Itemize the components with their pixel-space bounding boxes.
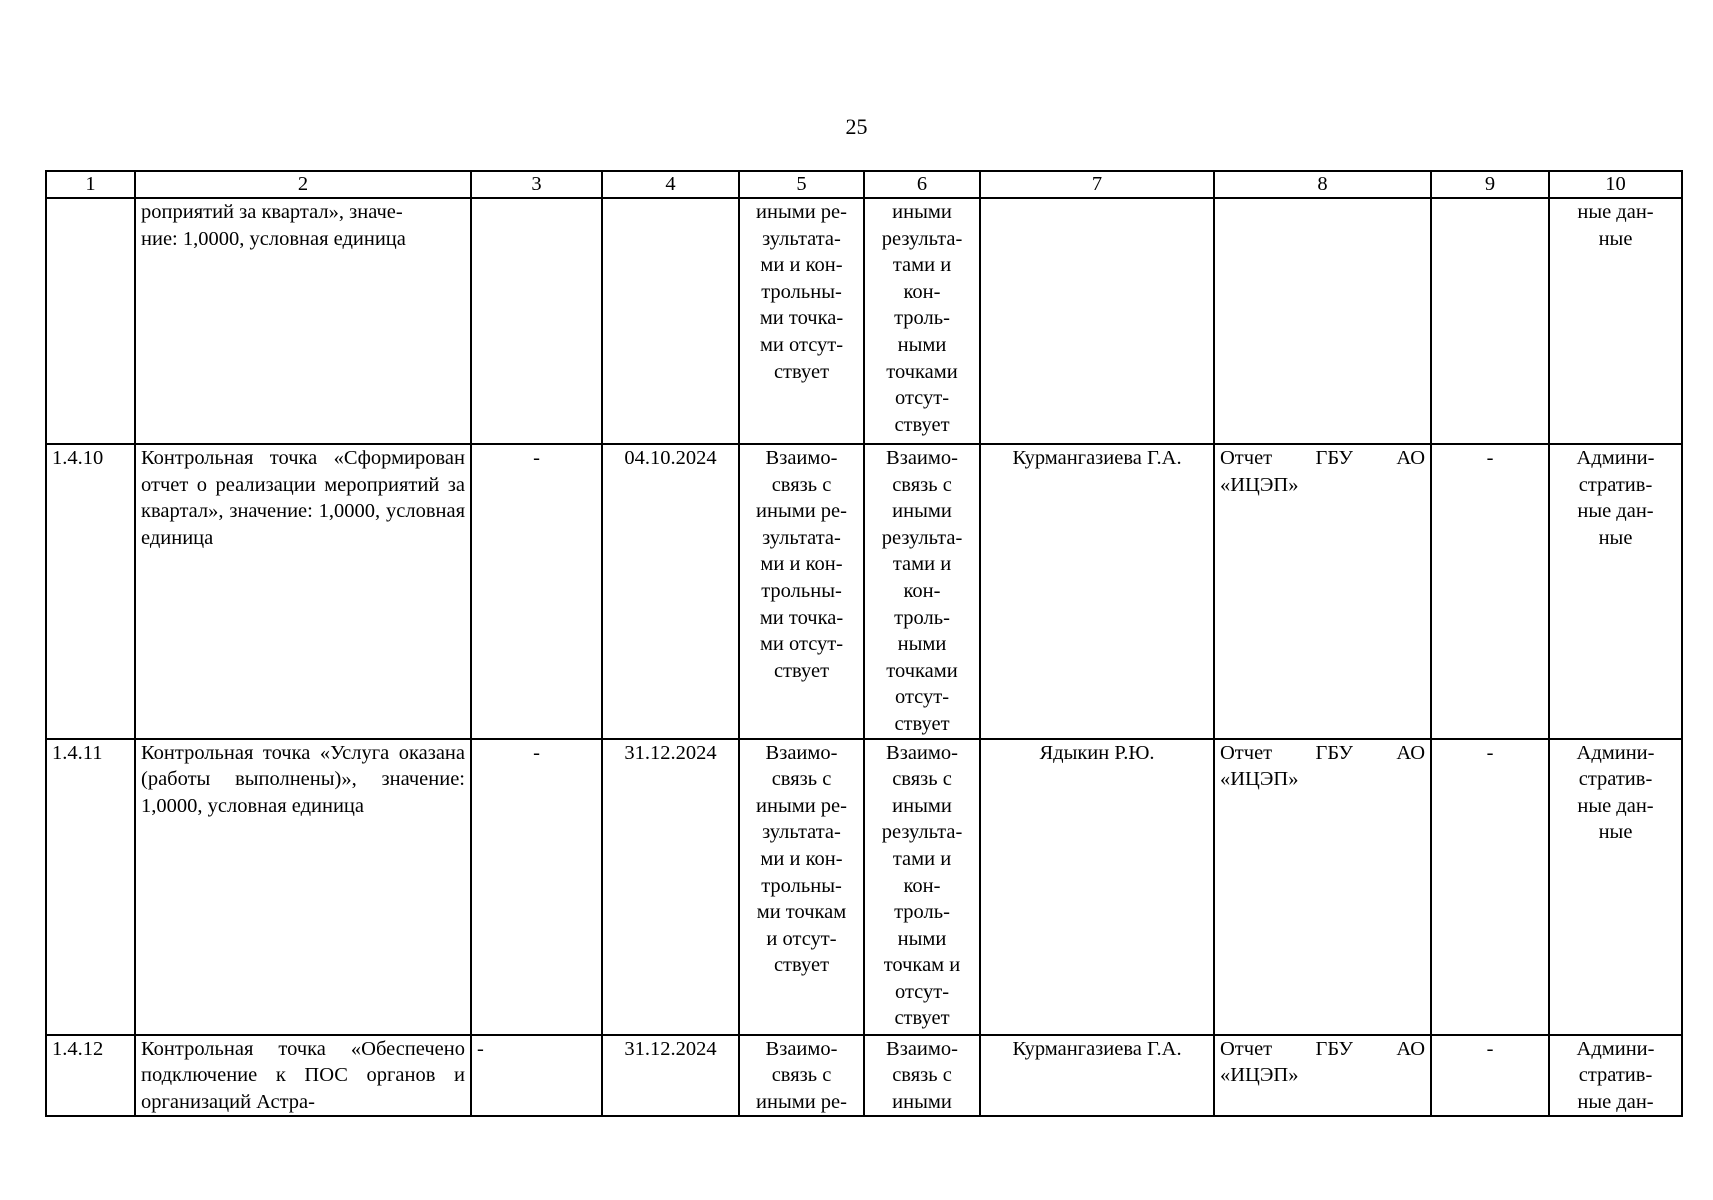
table-row xyxy=(46,1035,1682,1117)
row-number: 1.4.11 xyxy=(46,739,135,1035)
control-point-name: Контрольная точка «Сформирован отчет о реализации мероприятий за квартал», значение: 1,0000, условная единица xyxy=(135,444,471,739)
date-cell: 31.12.2024 xyxy=(602,739,739,1035)
control-point-name: роприятий за квартал», значе- ние: 1,0000, условная единица xyxy=(135,198,471,444)
control-point-name: Контрольная точка «Обеспечено подключение к ПОС органов и организаций Астра- xyxy=(135,1035,471,1117)
table-row xyxy=(46,444,1682,739)
table-row xyxy=(46,739,1682,1035)
control-point-name: Контрольная точка «Услуга оказана (работы выполнены)», значение: 1,0000, условная единица xyxy=(135,739,471,1035)
column-header: 1 xyxy=(46,171,135,198)
cell-col9: - xyxy=(1431,444,1549,739)
cell-col3: - xyxy=(471,1035,602,1117)
relation-cell-col5: Взаимо- связь с иными ре- зультата- ми и кон- трольны- ми точкам и отсут- ствует xyxy=(739,739,864,1035)
column-header: 3 xyxy=(471,171,602,198)
responsible-cell: Ядыкин Р.Ю. xyxy=(980,739,1214,1035)
relation-cell-col6: Взаимо- связь с иными результа- тами и кон- троль- ными точкам и отсут- ствует xyxy=(864,739,980,1035)
table-row xyxy=(46,198,1682,444)
relation-cell-col5: Взаимо- связь с иными ре- xyxy=(739,1035,864,1117)
document-cell: Отчет ГБУ АО «ИЦЭП» xyxy=(1214,739,1431,1035)
relation-cell-col5: иными ре- зультата- ми и кон- трольны- ми точка- ми отсут- ствует xyxy=(739,198,864,444)
column-header: 7 xyxy=(980,171,1214,198)
document-cell xyxy=(1214,198,1431,444)
cell-col3: - xyxy=(471,739,602,1035)
data-source-cell: Админи- стратив- ные дан- ные xyxy=(1549,444,1682,739)
data-source-cell: ные дан- ные xyxy=(1549,198,1682,444)
row-number: 1.4.12 xyxy=(46,1035,135,1117)
column-header: 9 xyxy=(1431,171,1549,198)
cell-col9: - xyxy=(1431,1035,1549,1117)
date-cell: 31.12.2024 xyxy=(602,1035,739,1117)
column-header: 5 xyxy=(739,171,864,198)
responsible-cell: Курмангазиева Г.А. xyxy=(980,1035,1214,1117)
cell-col3: - xyxy=(471,444,602,739)
responsible-cell xyxy=(980,198,1214,444)
cell-col9: - xyxy=(1431,739,1549,1035)
column-header: 10 xyxy=(1549,171,1682,198)
row-number xyxy=(46,198,135,444)
data-source-cell: Админи- стратив- ные дан- ные xyxy=(1549,739,1682,1035)
relation-cell-col6: иными результа- тами и кон- троль- ными точками отсут- ствует xyxy=(864,198,980,444)
column-header: 6 xyxy=(864,171,980,198)
cell-col3 xyxy=(471,198,602,444)
relation-cell-col6: Взаимо- связь с иными xyxy=(864,1035,980,1117)
document-cell: Отчет ГБУ АО «ИЦЭП» xyxy=(1214,1035,1431,1117)
data-source-cell: Админи- стратив- ные дан- xyxy=(1549,1035,1682,1117)
date-cell xyxy=(602,198,739,444)
cell-col9 xyxy=(1431,198,1549,444)
relation-cell-col5: Взаимо- связь с иными ре- зультата- ми и кон- трольны- ми точка- ми отсут- ствует xyxy=(739,444,864,739)
row-number: 1.4.10 xyxy=(46,444,135,739)
relation-cell-col6: Взаимо- связь с иными результа- тами и кон- троль- ными точками отсут- ствует xyxy=(864,444,980,739)
column-header: 4 xyxy=(602,171,739,198)
page-number: 25 xyxy=(845,114,868,139)
responsible-cell: Курмангазиева Г.А. xyxy=(980,444,1214,739)
header-row xyxy=(46,171,1682,198)
column-header: 2 xyxy=(135,171,471,198)
control-points-table xyxy=(45,170,1683,1117)
document-cell: Отчет ГБУ АО «ИЦЭП» xyxy=(1214,444,1431,739)
column-header: 8 xyxy=(1214,171,1431,198)
date-cell: 04.10.2024 xyxy=(602,444,739,739)
